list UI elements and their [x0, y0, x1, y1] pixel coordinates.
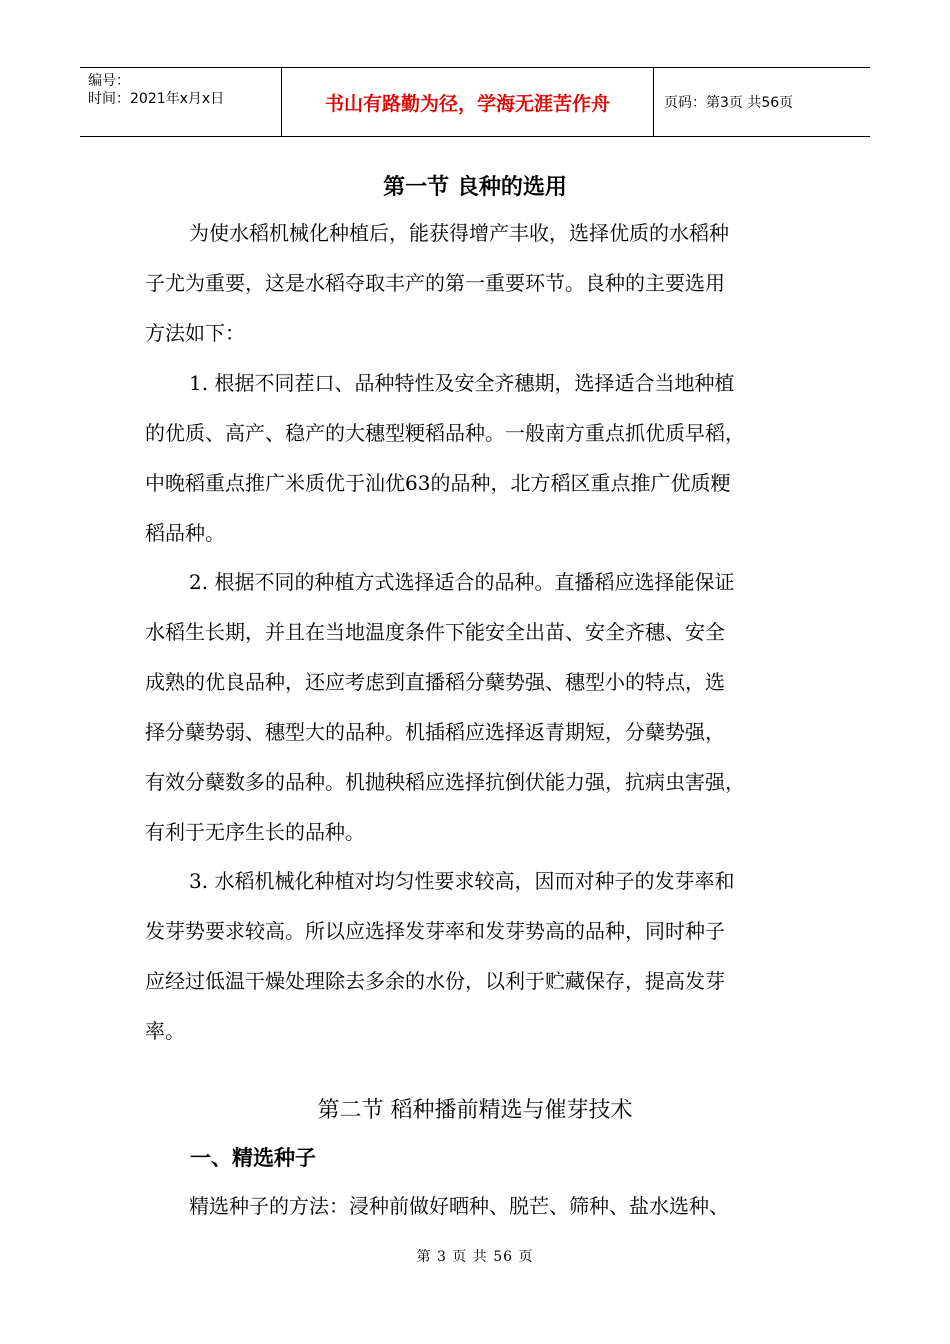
section1-item-2: 2. 根据不同的种植方式选择适合的品种。直播稻应选择能保证 水稻生长期，并且在当地温度条件下能安全出苗、安全齐穗、安全 成熟的优良品种，还应考虑到直播稻分蘖势强、穗型小的特点，选 择分蘖势弱、穗型大的品种。机插稻应选择返青期短，分蘖势强， 有效分蘖数多的品种。机抛秧稻应选择抗倒伏能力强，抗病虫害强， 有利于无序生长的品种。 — [145, 570, 745, 844]
section1-item-1: 1. 根据不同茬口、品种特性及安全齐穗期，选择适合当地种植 的优质、高产、稳产的大穗型粳稻品种。一般南方重点抓优质早稻， 中晚稻重点推广米质优于汕优63的品种，北方稻区重点推广优质粳 稻品种。 — [145, 371, 745, 545]
section1-title: 第一节 良种的选用 — [383, 175, 567, 200]
section2-title: 第二节 稻种播前精选与催芽技术 — [317, 1098, 633, 1123]
header-number-label: 编号： — [88, 73, 130, 89]
page-footer: 第 3 页 共 56 页 — [416, 1249, 534, 1265]
section1-intro-paragraph: 为使水稻机械化种植后，能获得增产丰收，选择优质的水稻种 子尤为重要，这是水稻夺取丰产的第一重要环节。良种的主要选用 方法如下： — [145, 221, 729, 345]
section2-subheading: 一、精选种子 — [190, 1146, 316, 1170]
section1-item-3: 3. 水稻机械化种植对均匀性要求较高，因而对种子的发芽率和 发芽势要求较高。所以应选择发芽率和发芽势高的品种，同时种子 应经过低温干燥处理除去多余的水份，以利于贮藏保存，提高发芽 率。 — [145, 869, 735, 1043]
header-time-label: 时间：2021年x月x日 — [88, 91, 225, 107]
document-header-table — [80, 67, 870, 137]
header-meta-cell — [80, 68, 282, 136]
section2-text: 精选种子的方法：浸种前做好晒种、脱芒、筛种、盐水选种、 — [189, 1194, 729, 1218]
header-motto: 书山有路勤为径，学海无涯苦作舟 — [282, 68, 654, 136]
header-page-info: 页码：第3页 共56页 — [664, 95, 794, 111]
